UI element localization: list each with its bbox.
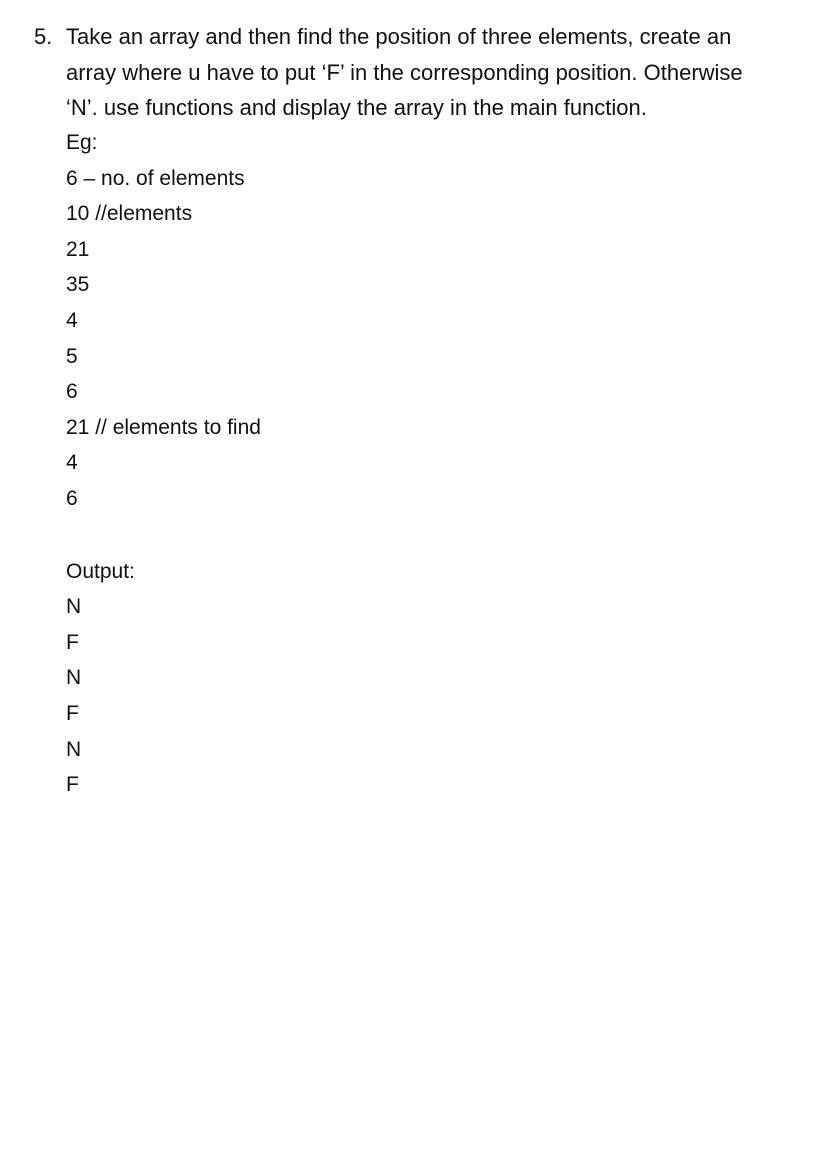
question-number: 5.: [34, 24, 53, 49]
question-line: ‘N’. use functions and display the array in the main function.: [66, 95, 647, 120]
output-value: F: [66, 701, 79, 725]
output-value: N: [66, 737, 82, 761]
input-element: 10 //elements: [66, 202, 193, 226]
example-label: Eg:: [66, 131, 98, 154]
find-element: 21 // elements to find: [66, 415, 261, 439]
input-element: 6: [66, 380, 78, 404]
input-element: 21: [66, 237, 90, 261]
output-label: Output:: [66, 559, 135, 583]
question-line: array where u have to put ‘F’ in the corresponding position. Otherwise: [66, 59, 743, 85]
blank-spacer: [66, 517, 666, 554]
input-element: 5: [66, 344, 78, 368]
output-value: N: [66, 666, 82, 690]
question-line: Take an array and then find the position of three elements, create an: [66, 24, 732, 49]
example-block: [66, 125, 666, 803]
output-value: F: [66, 773, 79, 797]
output-value: N: [66, 595, 82, 619]
element-count-line: 6 – no. of elements: [66, 166, 245, 190]
input-element: 35: [66, 273, 90, 297]
question-text: [66, 19, 806, 126]
find-element: 6: [66, 486, 78, 510]
input-element: 4: [66, 308, 78, 332]
find-element: 4: [66, 451, 78, 475]
output-value: F: [66, 630, 79, 654]
